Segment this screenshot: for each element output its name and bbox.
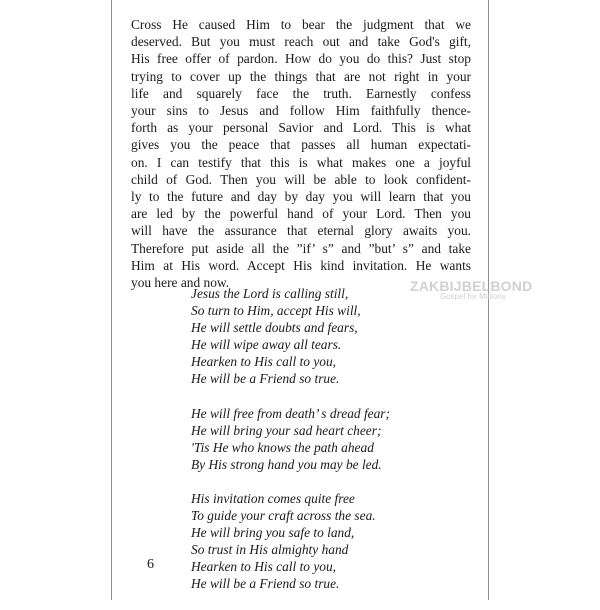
page-number: 6 — [147, 557, 154, 572]
prose-line: Therefore put aside all the ”if’ s” and ”but’ s” and take — [131, 240, 471, 256]
prose-line: His free offer of pardon. How do you do this? Just stop — [131, 51, 471, 67]
poem-line: He will free from death’ s dread fear; — [191, 405, 390, 421]
watermark-text: ZAKBIJBELBOND — [410, 278, 533, 294]
poem-line: Hearken to His call to you, — [191, 354, 337, 370]
prose-line: you here and now. — [131, 275, 230, 291]
poem-line: So turn to Him, accept His will, — [191, 303, 361, 319]
prose-paragraph — [131, 16, 471, 291]
prose-line: Cross He caused Him to bear the judgment that we — [131, 17, 471, 32]
poem-line: To guide your craft across the sea. — [191, 508, 376, 524]
prose-line: will have the assurance that eternal glory awaits you. — [131, 223, 471, 239]
poem-line: 'Tis He who knows the path ahead — [191, 439, 374, 455]
prose-line: ly to the future and day by day you will learn that you — [131, 189, 471, 205]
poem — [191, 285, 471, 610]
prose-line: your sins to Jesus and follow Him faithfully thence- — [131, 103, 471, 119]
prose-line: trying to cover up the things that are not right in your — [131, 68, 471, 84]
watermark-tagline: Gospel for Millions — [440, 292, 506, 301]
prose-line: gives you the peace that passes all human expectati- — [131, 137, 471, 153]
poem-stanza — [191, 405, 471, 473]
prose-line: deserved. But you must reach out and take God's gift, — [131, 34, 471, 50]
poem-line: He will be a Friend so true. — [191, 371, 340, 387]
poem-line: So trust in His almighty hand — [191, 542, 349, 558]
poem-line: By His strong hand you may be led. — [191, 456, 382, 472]
poem-line: Jesus the Lord is calling still, — [191, 286, 349, 301]
poem-stanza — [191, 490, 471, 593]
poem-line: He will bring your sad heart cheer; — [191, 422, 382, 438]
prose-line: child of God. Then you will be able to look confident- — [131, 171, 471, 187]
prose-line: life and squarely face the truth. Earnestly confess — [131, 85, 471, 101]
prose-line: forth as your personal Savior and Lord. This is what — [131, 120, 471, 136]
prose-line: Him at His word. Accept His kind invitation. He wants — [131, 257, 471, 273]
poem-line: He will settle doubts and fears, — [191, 320, 358, 336]
book-page — [111, 0, 533, 600]
poem-line: Hearken to His call to you, — [191, 559, 337, 575]
poem-line: He will wipe away all tears. — [191, 337, 342, 353]
poem-line: He will be a Friend so true. — [191, 576, 340, 592]
poem-stanza — [191, 285, 471, 388]
poem-line: His invitation comes quite free — [191, 490, 355, 506]
prose-line: on. I can testify that this is what makes one a joyful — [131, 154, 471, 170]
prose-line: are led by the powerful hand of your Lord. Then you — [131, 206, 471, 222]
poem-line: He will bring you safe to land, — [191, 525, 355, 541]
